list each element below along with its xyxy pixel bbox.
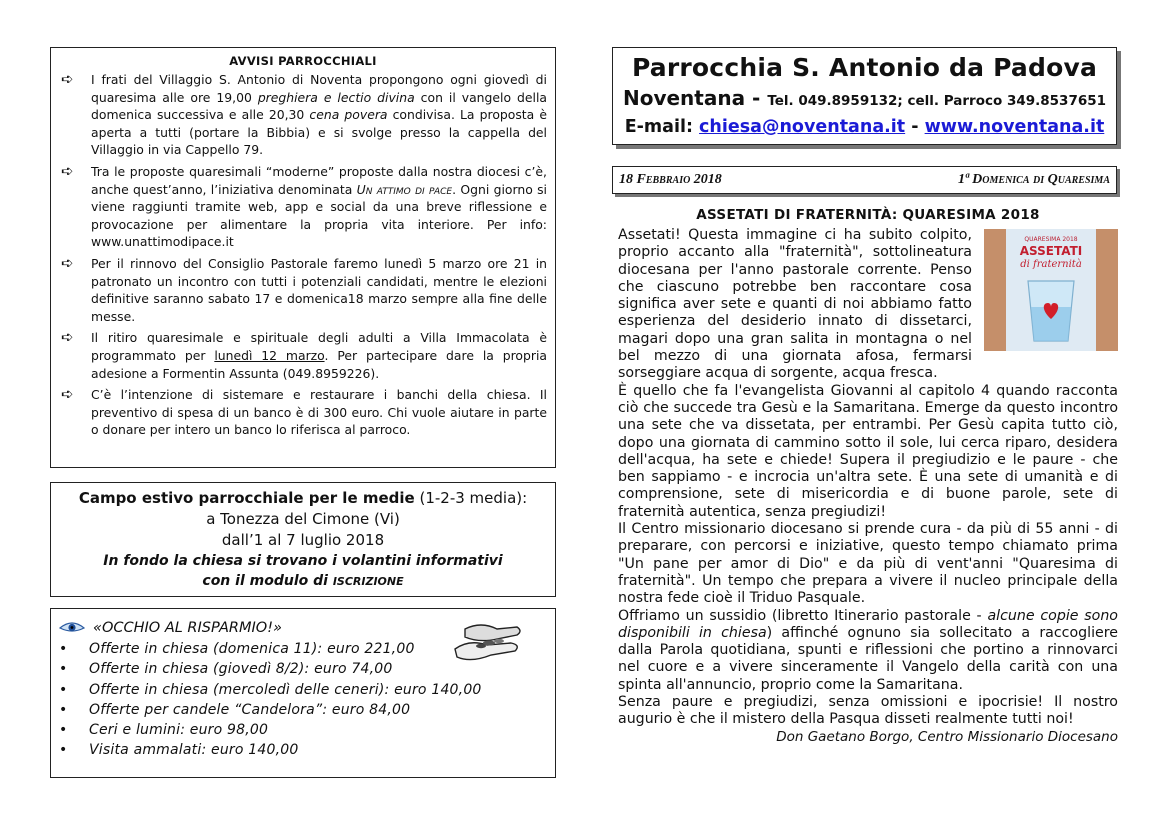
parish-name: Parrocchia S. Antonio da Padova xyxy=(631,53,1098,82)
campo-title: Campo estivo parrocchiale per le medie (1-2-3 media): xyxy=(78,489,528,507)
occhio-title: «OCCHIO AL RISPARMIO!» xyxy=(93,620,282,636)
notice-item xyxy=(59,71,547,159)
notice-text: I frati del Villaggio S. Antonio di Noventa propongono ogni giovedì di quaresima alle ore 19,00 preghiera e lectio divina con il vangelo della domenica successiva e alle 20,30 cena povera condivisa. La proposta è aperta a tutti (portare la Bibbia) e si svolge presso la cappella del Villaggio in via Cappello 79. xyxy=(91,72,547,158)
article-title: ASSETATI DI FRATERNITÀ: QUARESIMA 2018 xyxy=(696,207,1040,223)
list-item: • Offerte per candele “Candelora”: euro 84,00 xyxy=(59,700,545,720)
avvisi-title: AVVISI PARROCCHIALI xyxy=(229,54,377,68)
article-paragraph: Assetati! Questa immagine ci ha subito colpito, proprio accanto alla "fraternità", sottolineatura diocesana per l'anno pastorale corrente. Penso che ciascuno potrebbe ben raccontare cosa significa aver sete e quanti di noi abbiamo fatto esperienza del desiderio innato di dissetarci, magari dopo una gran salita in montagna o nel bel mezzo di una giornata afosa, fermarsi sorseggiare acqua di sorgente, acqua fresca. xyxy=(618,227,972,382)
parish-web: E-mail: chiesa@noventana.it - www.noventana.it xyxy=(624,117,1105,137)
arrow-right-icon: ➪ xyxy=(61,328,74,347)
eye-icon xyxy=(59,621,85,635)
arrow-right-icon: ➪ xyxy=(61,161,74,180)
date-bar xyxy=(612,166,1117,194)
avvisi-box xyxy=(50,47,556,468)
notice-text: Tra le proposte quaresimali “moderne” proposte dalla nostra diocesi c’è, anche quest’anno, l’iniziativa denominata Un attimo di pace. Ogni giorno si viene raggiunti tramite web, app e social da una breve riflessione e provocazione per alimentare la propria vita interiore. Per info: www.unattimodipace.it xyxy=(91,163,547,250)
poster-image xyxy=(984,229,1118,351)
article-paragraph: Il Centro missionario diocesano si prende cura - da più di 55 anni - di preparare, con percorsi e iniziative, questo tempo chiamato prima "Un pane per amor di Dio" e da più di vent'anni "Quaresima di fraternità". Un tempo che prepara a vivere il nucleo principale della nostra fede cioè il Triduo Pasquale. xyxy=(618,521,1118,607)
svg-text:ASSETATI: ASSETATI xyxy=(1019,244,1083,258)
arrow-right-icon: ➪ xyxy=(61,385,74,404)
list-item: • Offerte in chiesa (giovedì 8/2): euro 74,00 xyxy=(59,659,545,679)
liturgical-sunday: 1ª Domenica di Quaresima xyxy=(957,172,1110,187)
notice-text: Per il rinnovo del Consiglio Pastorale faremo lunedì 5 marzo ore 21 in patronato un incontro con tutti i potenziali candidati, mentre le elezioni definitive saranno sabato 17 e domenica18 marzo sempre alla fine delle messe. xyxy=(91,255,547,324)
email-link[interactable]: chiesa@noventana.it xyxy=(699,117,906,137)
campo-note: In fondo la chiesa si trovano i volantini informativi xyxy=(103,553,503,569)
list-item: • Offerte in chiesa (domenica 11): euro 221,00 xyxy=(59,639,545,659)
article-paragraph: Offriamo un sussidio (libretto Itinerario pastorale - alcune copie sono disponibili in chiesa) affinché ognuno sia sollecitato a raccogliere dalla Parola quotidiana, spunti e riflessioni che portino a rinnovarci nel cuore e a vivere sinceramente il Vangelo della carità con una spinta all'annuncio, proprio come la Samaritana. xyxy=(618,607,1118,693)
notice-item xyxy=(59,255,547,325)
svg-text:QUARESIMA 2018: QUARESIMA 2018 xyxy=(1024,236,1078,243)
article-paragraph: È quello che fa l'evangelista Giovanni al capitolo 4 quando racconta ciò che succede tra Gesù e la Samaritana. Emerge da questo incontro una sete che va dissetata, per entrambi. Per Gesù capita tutto ciò, dopo una giornata di cammino sotto il sole, lui cerca riparo, desidera dell'acqua, ha sete e chiede! Supera il pregiudizio e le paure - che ben sappiamo - e incrocia un'altra sete. È una sete di umanità e di comprensione, sete di misericordia e di buone parole, sete di fraternità autentica, senza pregiudizi! xyxy=(618,382,1118,520)
notice-item xyxy=(59,386,547,439)
campo-dates: dall’1 al 7 luglio 2018 xyxy=(221,531,385,549)
list-item: • Ceri e lumini: euro 98,00 xyxy=(59,720,545,740)
notice-item xyxy=(59,163,547,251)
occhio-box xyxy=(50,608,556,778)
arrow-right-icon: ➪ xyxy=(61,253,74,272)
hands-coins-icon xyxy=(451,619,525,667)
campo-note: con il modulo di ISCRIZIONE xyxy=(202,573,404,589)
article-body xyxy=(618,227,1118,729)
issue-date: 18 Febbraio 2018 xyxy=(619,172,722,187)
parish-contacts: Noventana - Tel. 049.8959132; cell. Parroco 349.8537651 xyxy=(622,86,1107,110)
campo-place: a Tonezza del Cimone (Vi) xyxy=(206,510,400,528)
notice-text: Il ritiro quaresimale e spirituale degli adulti a Villa Immacolata è programmato per lunedì 12 marzo. Per partecipare dare la propria adesione a Formentin Assunta (049.8959226). xyxy=(91,330,547,381)
article-signature: Don Gaetano Borgo, Centro Missionario Diocesano xyxy=(776,728,1118,745)
list-item: • Offerte in chiesa (mercoledì delle ceneri): euro 140,00 xyxy=(59,680,545,700)
list-item: • Visita ammalati: euro 140,00 xyxy=(59,740,545,760)
arrow-right-icon: ➪ xyxy=(61,70,74,88)
campo-estivo-box xyxy=(50,482,556,597)
parish-header xyxy=(612,47,1117,145)
website-link[interactable]: www.noventana.it xyxy=(924,117,1105,137)
article xyxy=(618,207,1118,746)
svg-text:di fraternità: di fraternità xyxy=(1020,259,1082,270)
article-paragraph: Senza paure e pregiudizi, senza omissioni e ipocrisie! Il nostro augurio è che il mistero della Pasqua disseti realmente tutti noi! xyxy=(618,694,1118,728)
notice-text: C’è l’intenzione di sistemare e restaurare i banchi della chiesa. Il preventivo di spesa di un banco è di 300 euro. Chi vuole aiutare in parte o donare per intero un banco lo riferisca al parroco. xyxy=(91,387,547,438)
notice-item xyxy=(59,329,547,382)
